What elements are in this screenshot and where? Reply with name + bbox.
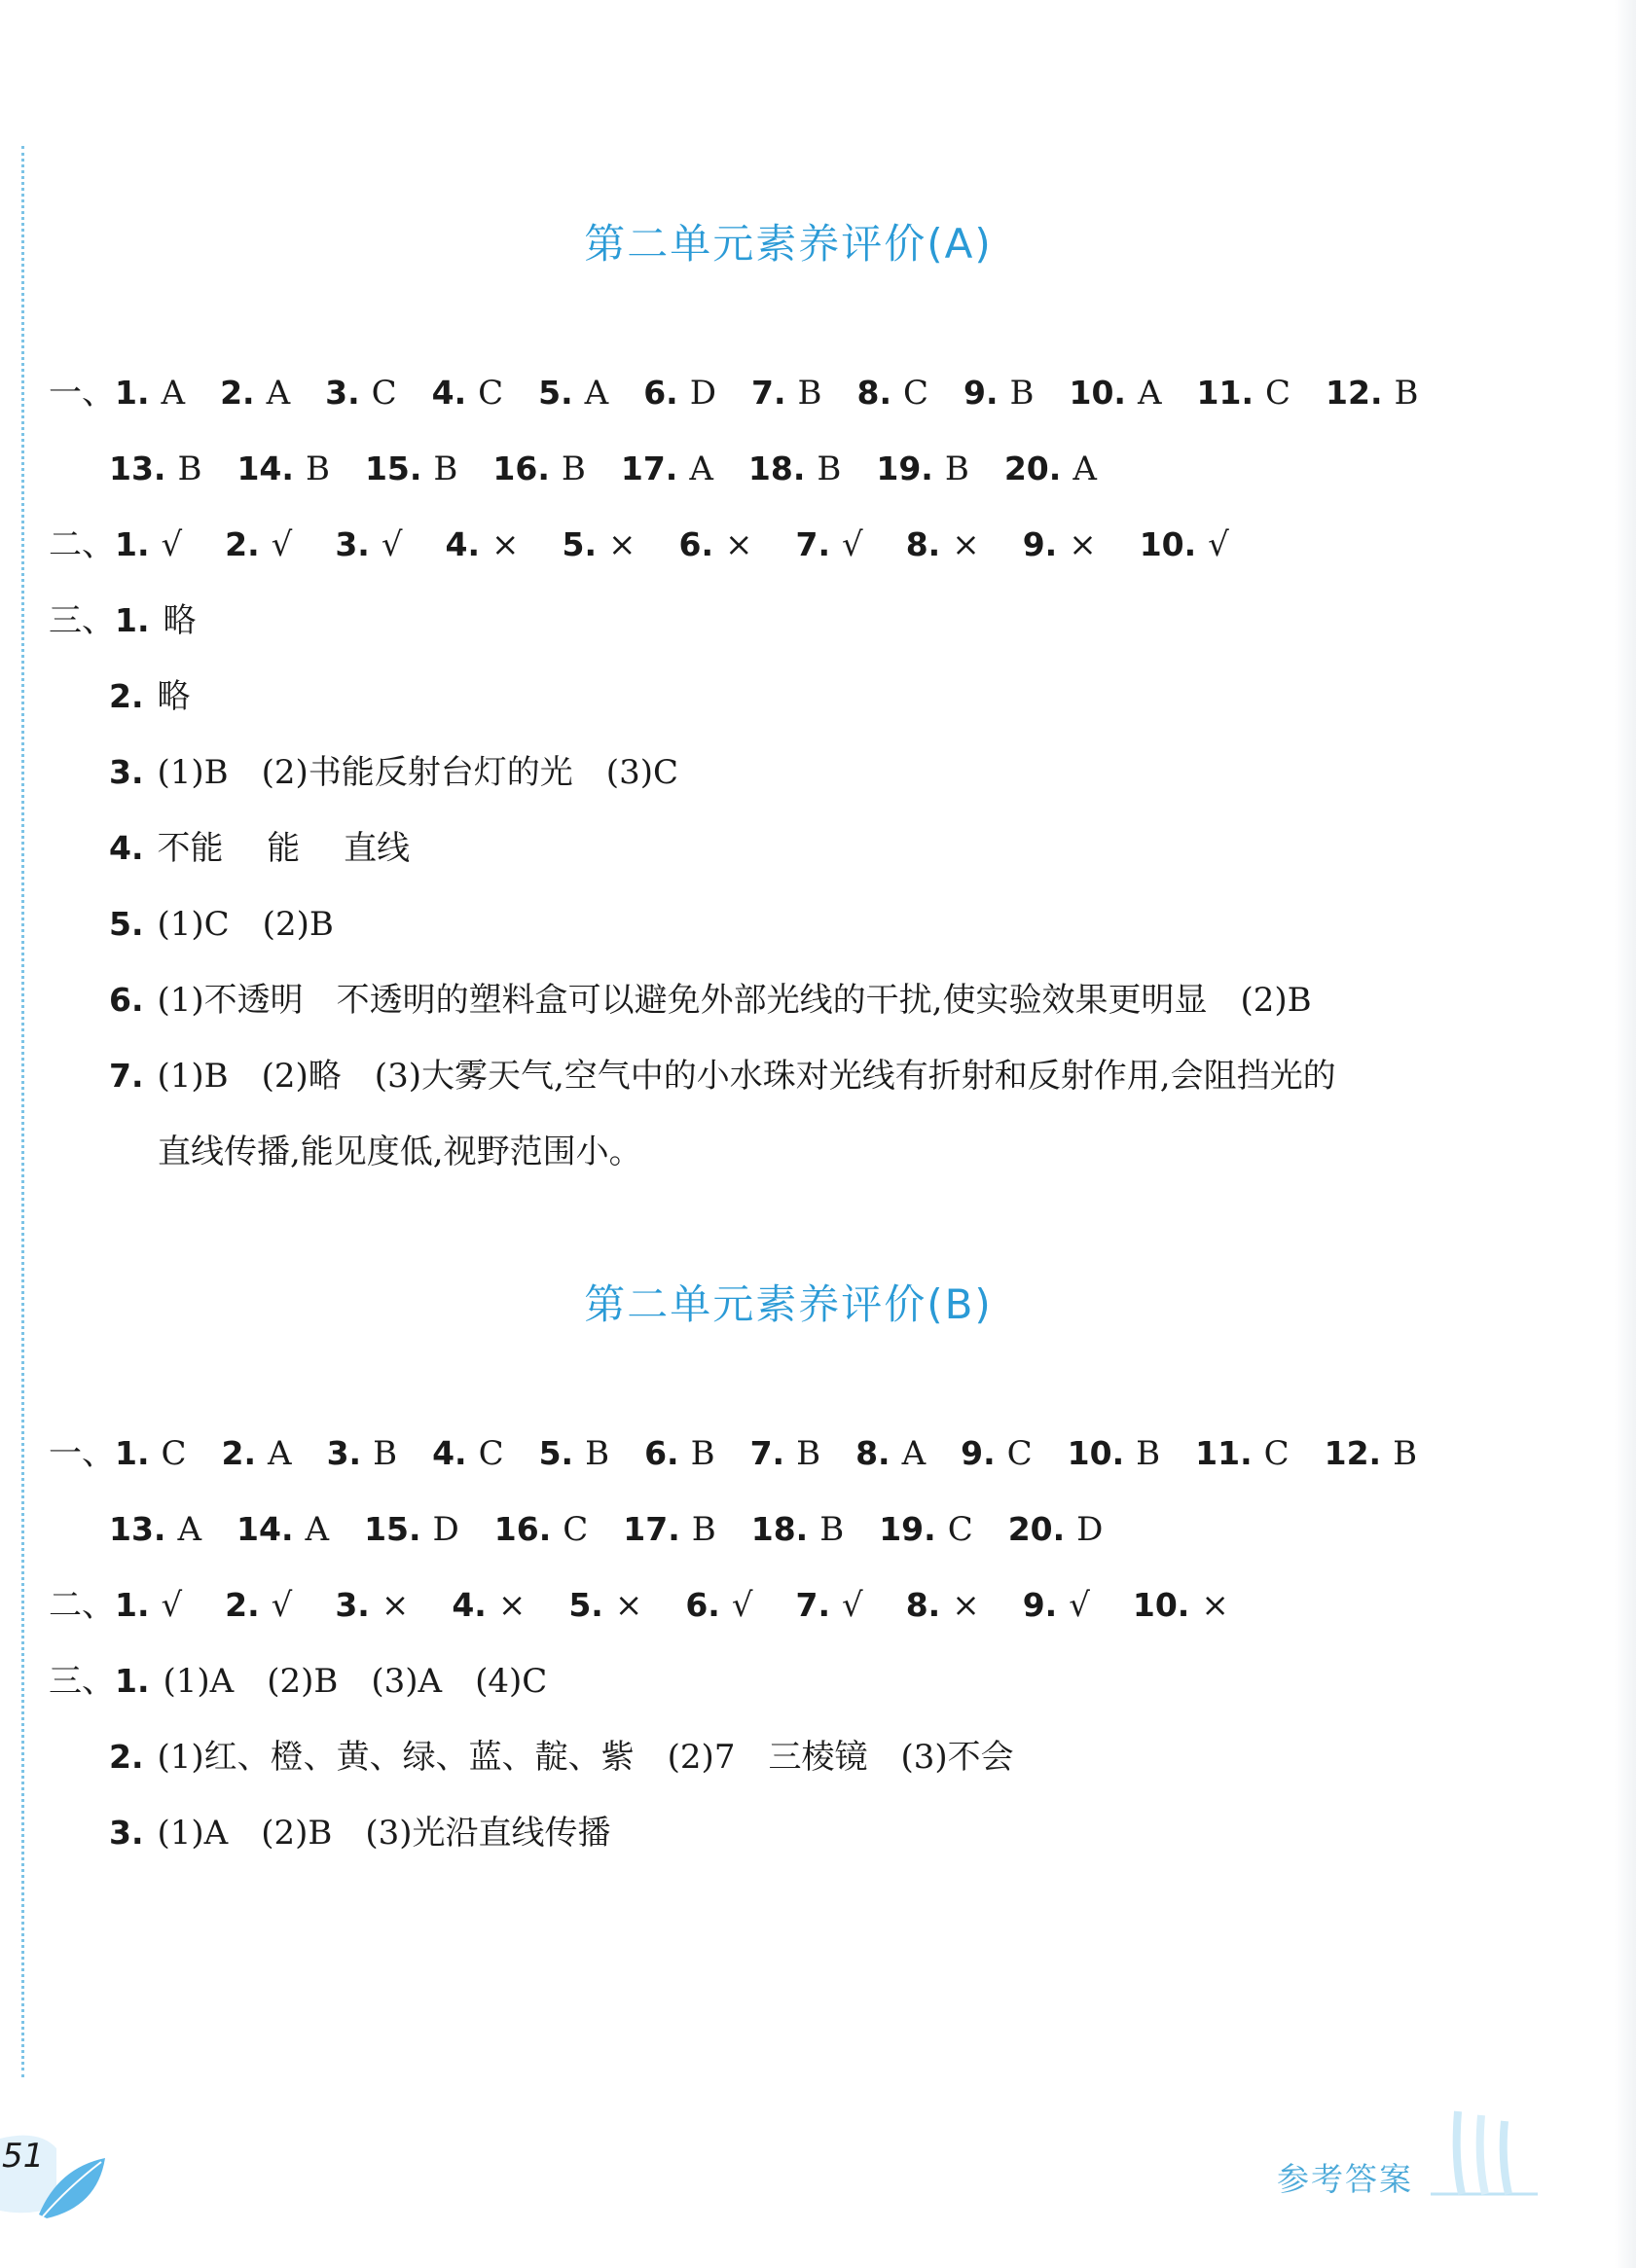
answer-text: 略 bbox=[157, 677, 191, 716]
answer-item bbox=[109, 1508, 201, 1551]
section-a-part1-row2 bbox=[109, 448, 1097, 490]
question-number: 9. bbox=[1022, 1586, 1058, 1624]
question-number: 4. bbox=[452, 1586, 487, 1624]
question-number: 4. bbox=[445, 525, 481, 563]
answer-item bbox=[1023, 523, 1097, 566]
answer-value: C bbox=[1006, 1434, 1033, 1473]
question-number: 11. bbox=[1196, 374, 1254, 412]
answer-item bbox=[796, 523, 863, 566]
answer-item bbox=[225, 1584, 292, 1627]
section-b-part1-row1 bbox=[49, 1432, 1417, 1475]
answer-value: A bbox=[177, 1510, 202, 1549]
answer-item bbox=[325, 372, 397, 414]
section-a-part3-item-6 bbox=[109, 979, 1312, 1022]
answer-value: √ bbox=[1069, 1586, 1090, 1625]
answer-item bbox=[538, 372, 608, 414]
question-number: 4. bbox=[431, 374, 467, 412]
question-number: 16. bbox=[492, 450, 550, 487]
answer-value: × bbox=[497, 1586, 527, 1625]
answer-value: √ bbox=[731, 1586, 753, 1625]
section-a-part3-item-5 bbox=[109, 903, 334, 946]
question-number: 9. bbox=[963, 374, 999, 412]
question-number: 1. bbox=[115, 1662, 150, 1700]
question-number: 7. bbox=[750, 374, 786, 412]
question-number: 10. bbox=[1067, 1434, 1125, 1472]
answer-value: √ bbox=[271, 525, 293, 564]
answer-value: A bbox=[161, 374, 186, 413]
section-a-part3-item-4 bbox=[109, 827, 410, 870]
answer-value: √ bbox=[381, 525, 403, 564]
answer-value: B bbox=[373, 1434, 398, 1473]
answer-value: B bbox=[561, 450, 586, 488]
question-number: 3. bbox=[335, 1586, 370, 1624]
answer-item bbox=[452, 1584, 526, 1627]
question-number: 7. bbox=[795, 1586, 831, 1624]
question-number: 13. bbox=[109, 1510, 166, 1548]
answer-text: (1)B (2)略 (3)大雾天气,空气中的小水珠对光线有折射和反射作用,会阻挡光的 bbox=[157, 1057, 1336, 1096]
answer-value: √ bbox=[1208, 525, 1229, 564]
question-number: 4. bbox=[432, 1434, 467, 1472]
answer-value: B bbox=[796, 1434, 821, 1473]
answer-value: × bbox=[381, 1586, 410, 1625]
answer-text: (1)C (2)B bbox=[157, 905, 334, 944]
answer-value: B bbox=[433, 450, 458, 488]
answer-item bbox=[621, 448, 713, 490]
question-number: 1. bbox=[115, 1434, 150, 1472]
question-number: 1. bbox=[115, 374, 150, 412]
page-right-shadow bbox=[1615, 0, 1636, 2268]
question-number: 3. bbox=[109, 753, 144, 791]
answer-item bbox=[685, 1584, 752, 1627]
answer-item bbox=[1068, 1432, 1160, 1475]
answer-value: C bbox=[1265, 374, 1291, 413]
answer-value: D bbox=[1076, 1510, 1104, 1549]
answer-item bbox=[750, 1432, 821, 1475]
answer-value: C bbox=[1263, 1434, 1290, 1473]
answer-value: B bbox=[305, 450, 330, 488]
question-number: 8. bbox=[905, 525, 941, 563]
answer-item bbox=[751, 372, 822, 414]
answer-item bbox=[432, 1432, 504, 1475]
answer-item bbox=[879, 1508, 972, 1551]
answer-item bbox=[1195, 1432, 1289, 1475]
question-number: 9. bbox=[1022, 525, 1058, 563]
answer-value: C bbox=[161, 1434, 187, 1473]
question-number: 20. bbox=[1007, 1510, 1066, 1548]
section-a-part3-item-2 bbox=[109, 675, 191, 718]
answer-value: B bbox=[1009, 374, 1035, 413]
question-number: 2. bbox=[221, 1434, 257, 1472]
question-number: 2. bbox=[109, 1738, 144, 1776]
question-number: 2. bbox=[225, 1586, 260, 1624]
answer-value: D bbox=[432, 1510, 459, 1549]
question-number: 6. bbox=[643, 374, 678, 412]
answer-value: B bbox=[817, 450, 842, 488]
answer-value: A bbox=[689, 450, 713, 488]
question-number: 1. bbox=[115, 525, 150, 563]
question-number: 20. bbox=[1003, 450, 1062, 487]
question-number: 7. bbox=[795, 525, 831, 563]
question-number: 18. bbox=[747, 450, 806, 487]
question-number: 8. bbox=[856, 374, 891, 412]
answer-item bbox=[751, 1508, 844, 1551]
question-number: 10. bbox=[1069, 374, 1126, 412]
answer-item bbox=[961, 1432, 1033, 1475]
question-number: 14. bbox=[236, 1510, 294, 1548]
section-a-title: 第二单元素养评价(A) bbox=[584, 220, 993, 268]
question-number: 5. bbox=[538, 1434, 574, 1472]
question-number: 2. bbox=[225, 525, 260, 563]
question-number: 3. bbox=[326, 1434, 362, 1472]
answer-item bbox=[643, 372, 716, 414]
question-number: 5. bbox=[568, 1586, 603, 1624]
answer-value: D bbox=[689, 374, 716, 413]
question-number: 6. bbox=[109, 981, 144, 1019]
question-number: 6. bbox=[644, 1434, 679, 1472]
answer-item bbox=[1070, 372, 1162, 414]
section-b-part1-lead: 一、 bbox=[49, 1434, 115, 1473]
question-number: 18. bbox=[750, 1510, 809, 1548]
answer-value: A bbox=[305, 1510, 330, 1549]
answer-value: C bbox=[478, 374, 504, 413]
answer-item bbox=[1326, 372, 1418, 414]
answer-item bbox=[679, 523, 753, 566]
section-b-part3-item-1 bbox=[49, 1660, 547, 1703]
answer-value: √ bbox=[161, 525, 183, 564]
answer-text: 略 bbox=[163, 601, 197, 640]
question-number: 3. bbox=[335, 525, 370, 563]
answer-value: B bbox=[691, 1510, 716, 1549]
answer-item bbox=[906, 523, 980, 566]
question-number: 7. bbox=[749, 1434, 785, 1472]
question-number: 8. bbox=[905, 1586, 941, 1624]
bookmark-decoration-icon bbox=[1411, 2102, 1547, 2209]
answer-value: √ bbox=[842, 1586, 863, 1625]
question-number: 17. bbox=[620, 450, 678, 487]
question-number: 1. bbox=[115, 1586, 150, 1624]
question-number: 2. bbox=[220, 374, 255, 412]
answer-item bbox=[222, 1432, 292, 1475]
answer-value: C bbox=[371, 374, 397, 413]
question-number: 3. bbox=[109, 1814, 144, 1852]
answer-item bbox=[220, 372, 290, 414]
answer-text: (1)B (2)书能反射台灯的光 (3)C bbox=[157, 753, 678, 792]
answer-value: B bbox=[1136, 1434, 1161, 1473]
answer-item bbox=[225, 523, 292, 566]
question-number: 5. bbox=[538, 374, 573, 412]
section-b-part3-lead: 三、 bbox=[49, 1662, 115, 1701]
footer-answer-key-label: 参考答案 bbox=[1277, 2160, 1413, 2198]
answer-value: √ bbox=[161, 1586, 183, 1625]
answer-value: × bbox=[725, 525, 753, 564]
answer-item bbox=[1325, 1432, 1417, 1475]
answer-value: A bbox=[266, 374, 291, 413]
question-number: 14. bbox=[236, 450, 294, 487]
answer-item bbox=[494, 1508, 588, 1551]
answer-value: √ bbox=[842, 525, 863, 564]
question-number: 15. bbox=[364, 1510, 421, 1548]
answer-item bbox=[115, 523, 182, 566]
question-number: 11. bbox=[1195, 1434, 1253, 1472]
question-number: 19. bbox=[879, 1510, 936, 1548]
answer-text: (1)A (2)B (3)A (4)C bbox=[163, 1662, 548, 1701]
answer-item bbox=[364, 1508, 459, 1551]
page-edge-dotted-line bbox=[21, 146, 24, 2077]
answer-item bbox=[876, 448, 968, 490]
section-b-title: 第二单元素养评价(B) bbox=[584, 1280, 993, 1328]
answer-item bbox=[1004, 448, 1097, 490]
question-number: 12. bbox=[1324, 1434, 1382, 1472]
section-a-part3-item-1 bbox=[49, 599, 197, 642]
answer-value: C bbox=[947, 1510, 973, 1549]
answer-value: A bbox=[1072, 450, 1097, 488]
question-number: 8. bbox=[855, 1434, 891, 1472]
section-a-part3-item-3 bbox=[109, 751, 678, 794]
answer-item bbox=[115, 1432, 187, 1475]
answer-value: × bbox=[952, 525, 980, 564]
answer-value: × bbox=[608, 525, 636, 564]
question-number: 4. bbox=[109, 829, 144, 867]
answer-item bbox=[855, 1432, 926, 1475]
answer-item bbox=[1008, 1508, 1104, 1551]
question-number: 1. bbox=[115, 601, 150, 639]
section-a-part3-lead: 三、 bbox=[49, 601, 115, 640]
question-number: 6. bbox=[678, 525, 714, 563]
answer-item bbox=[115, 1584, 182, 1627]
section-a-part1-row1 bbox=[49, 372, 1418, 414]
answer-value: B bbox=[819, 1510, 845, 1549]
question-number: 6. bbox=[685, 1586, 720, 1624]
answer-value: B bbox=[177, 450, 202, 488]
answer-value: B bbox=[690, 1434, 715, 1473]
answer-text: (1)红、橙、黄、绿、蓝、靛、紫 (2)7 三棱镜 (3)不会 bbox=[157, 1738, 1014, 1777]
answer-item bbox=[623, 1508, 715, 1551]
answer-value: A bbox=[268, 1434, 292, 1473]
answer-item bbox=[365, 448, 457, 490]
answer-item bbox=[1133, 1584, 1229, 1627]
section-a-part1-lead: 一、 bbox=[49, 374, 115, 413]
answer-value: C bbox=[902, 374, 928, 413]
section-a-part3-item-7-continuation: 直线传播,能见度低,视野范围小。 bbox=[158, 1133, 642, 1171]
answer-value: B bbox=[585, 1434, 610, 1473]
section-b-part2-lead: 二、 bbox=[49, 1586, 115, 1625]
question-number: 17. bbox=[623, 1510, 680, 1548]
answer-item bbox=[1140, 523, 1229, 566]
answer-value: × bbox=[1069, 525, 1097, 564]
answer-item bbox=[1023, 1584, 1090, 1627]
answer-value: × bbox=[1201, 1586, 1229, 1625]
question-number: 12. bbox=[1326, 374, 1383, 412]
answer-item bbox=[236, 448, 329, 490]
answer-value: × bbox=[952, 1586, 980, 1625]
answer-item bbox=[335, 1584, 409, 1627]
question-number: 7. bbox=[109, 1057, 144, 1095]
question-number: 9. bbox=[961, 1434, 996, 1472]
question-number: 16. bbox=[493, 1510, 552, 1548]
section-b-part3-item-3 bbox=[109, 1812, 611, 1854]
section-b-part1-row2 bbox=[109, 1508, 1103, 1551]
answer-item bbox=[748, 448, 841, 490]
answer-value: C bbox=[478, 1434, 504, 1473]
question-number: 2. bbox=[109, 677, 144, 715]
question-number: 5. bbox=[109, 905, 144, 943]
question-number: 5. bbox=[562, 525, 598, 563]
question-number: 19. bbox=[876, 450, 933, 487]
answer-item bbox=[563, 523, 636, 566]
section-b-part2-row1 bbox=[49, 1584, 1229, 1627]
answer-item bbox=[906, 1584, 980, 1627]
answer-item bbox=[644, 1432, 715, 1475]
answer-item bbox=[963, 372, 1035, 414]
question-number: 10. bbox=[1139, 525, 1197, 563]
answer-value: A bbox=[584, 374, 609, 413]
question-number: 10. bbox=[1132, 1586, 1190, 1624]
answer-item bbox=[236, 1508, 329, 1551]
section-a-part2-lead: 二、 bbox=[49, 525, 115, 564]
section-a-part2-row1 bbox=[49, 523, 1229, 566]
answer-value: × bbox=[491, 525, 520, 564]
answer-text: (1)A (2)B (3)光沿直线传播 bbox=[157, 1814, 611, 1853]
answer-value: B bbox=[1394, 374, 1419, 413]
answer-item bbox=[109, 448, 201, 490]
answer-value: A bbox=[901, 1434, 927, 1473]
answer-value: A bbox=[1137, 374, 1162, 413]
answer-value: B bbox=[797, 374, 822, 413]
answer-value: √ bbox=[271, 1586, 293, 1625]
answer-item bbox=[856, 372, 928, 414]
answer-value: × bbox=[614, 1586, 643, 1625]
section-a-part3-item-7 bbox=[109, 1055, 1336, 1098]
answer-item bbox=[1197, 372, 1291, 414]
answer-item bbox=[568, 1584, 642, 1627]
answer-item bbox=[539, 1432, 610, 1475]
answer-item bbox=[115, 372, 185, 414]
question-number: 3. bbox=[325, 374, 360, 412]
page-number: 51 bbox=[2, 2137, 45, 2176]
answer-item bbox=[335, 523, 402, 566]
answer-item bbox=[796, 1584, 863, 1627]
answer-value: B bbox=[944, 450, 969, 488]
answer-item bbox=[327, 1432, 398, 1475]
section-b-part3-item-2 bbox=[109, 1736, 1014, 1779]
answer-text: 不能 能 直线 bbox=[157, 829, 411, 868]
answer-text: (1)不透明 不透明的塑料盒可以避免外部光线的干扰,使实验效果更明显 (2)B bbox=[157, 981, 1312, 1020]
answer-value: C bbox=[563, 1510, 589, 1549]
answer-item bbox=[432, 372, 504, 414]
question-number: 15. bbox=[364, 450, 422, 487]
answer-item bbox=[446, 523, 520, 566]
question-number: 13. bbox=[109, 450, 166, 487]
answer-item bbox=[492, 448, 585, 490]
answer-value: B bbox=[1393, 1434, 1418, 1473]
